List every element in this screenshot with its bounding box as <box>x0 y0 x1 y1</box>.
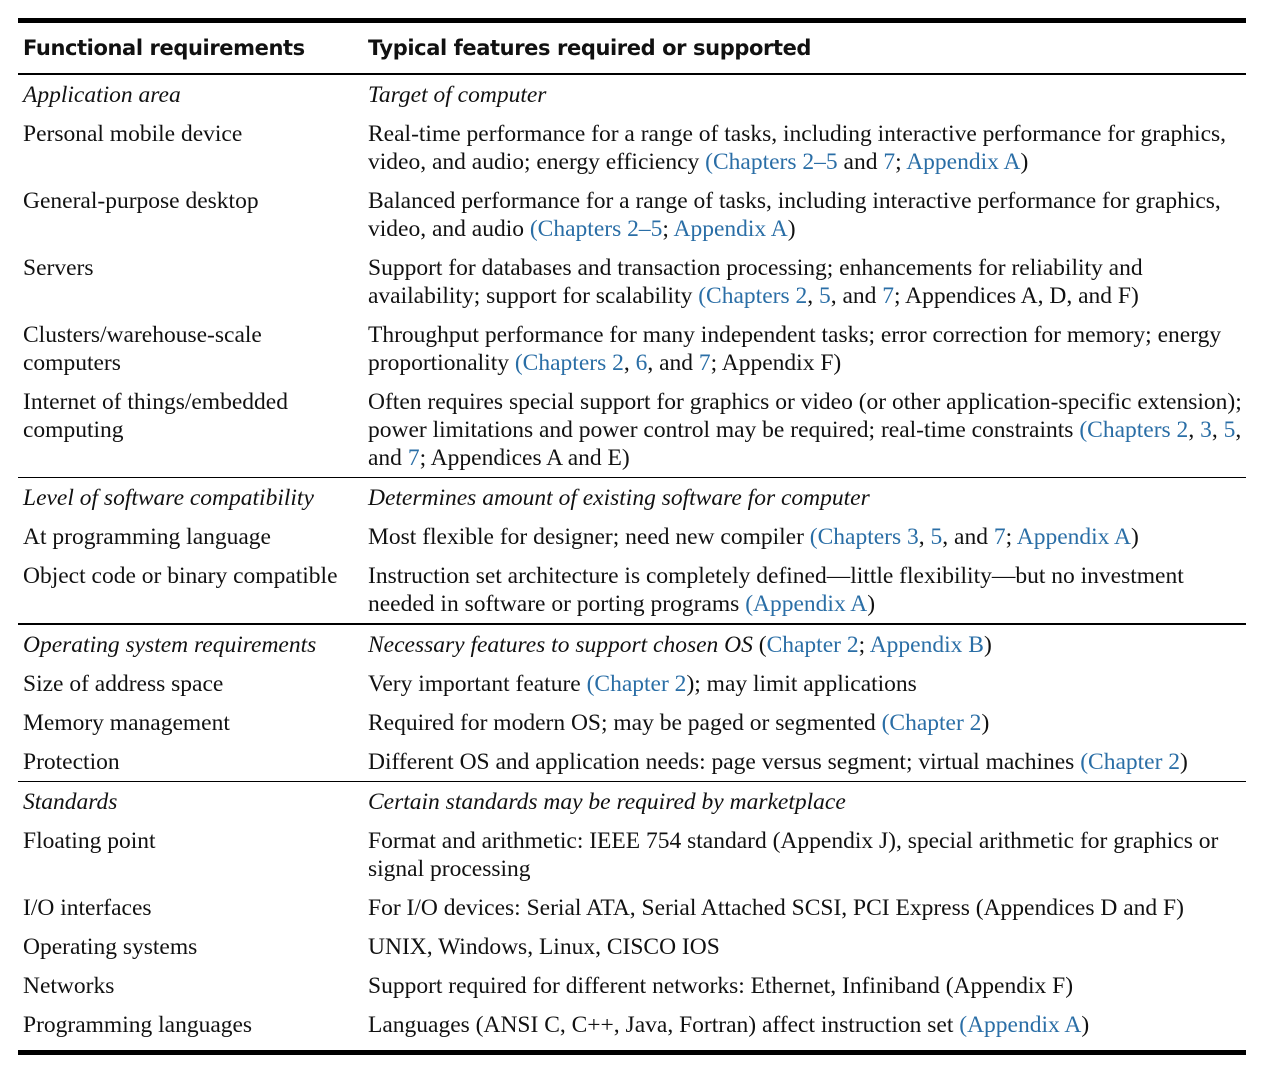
cross-reference-link[interactable]: Appendix A <box>906 148 1021 175</box>
section-title: Operating system requirements <box>23 631 317 658</box>
section-header-row <box>18 478 1246 517</box>
table-row <box>18 821 1246 888</box>
cross-reference-link[interactable]: (Chapters 2–5 <box>705 148 838 175</box>
text-segment: Target of computer <box>368 81 547 108</box>
text-segment: and <box>837 148 884 175</box>
text-segment: ; Appendix F) <box>710 349 842 376</box>
text-segment: ) <box>867 591 876 617</box>
feature-cell <box>368 703 1246 742</box>
table-row <box>18 556 1246 623</box>
requirements-table <box>18 18 1246 1055</box>
text-segment: , and <box>830 282 883 309</box>
feature-cell <box>368 114 1246 181</box>
feature-cell <box>368 248 1246 315</box>
cross-reference-link[interactable]: Appendix A <box>673 215 788 242</box>
cross-reference-link[interactable]: 7 <box>993 524 1006 550</box>
header-typical-features: Typical features required or supported <box>368 36 812 60</box>
table-row <box>18 181 1246 248</box>
cross-reference-link[interactable]: (Chapters 2 <box>514 349 624 376</box>
cross-reference-link[interactable]: 5 <box>1223 416 1236 443</box>
section-title: Level of software compatibility <box>23 485 314 511</box>
table-row <box>18 517 1246 556</box>
table-header <box>18 23 1246 73</box>
text-segment: Often requires special support for graphics or video (or other application-specific extension); power limitations and power control may be required; real-time constraints <box>368 388 1242 443</box>
text-segment: Most flexible for designer; need new compiler <box>368 524 810 550</box>
cross-reference-link[interactable]: (Appendix A <box>959 1012 1082 1038</box>
feature-cell <box>368 315 1246 382</box>
text-segment: Very important feature <box>368 670 587 697</box>
requirement-cell: Memory management <box>23 709 230 736</box>
section-subtitle <box>368 75 1246 114</box>
requirement-cell: Operating systems <box>23 934 198 960</box>
table-row <box>18 248 1246 315</box>
text-segment: ) <box>981 709 990 736</box>
cross-reference-link[interactable]: 7 <box>698 349 711 376</box>
table-row <box>18 966 1246 1005</box>
feature-cell <box>368 821 1246 888</box>
text-segment: , and <box>647 349 699 376</box>
cross-reference-link[interactable]: (Chapter 2 <box>1080 748 1181 775</box>
feature-cell <box>368 888 1246 927</box>
table-row <box>18 664 1246 703</box>
requirement-cell: Protection <box>23 748 120 775</box>
feature-cell <box>368 382 1246 477</box>
table-row <box>18 927 1246 966</box>
text-segment: ); may limit applications <box>686 670 917 697</box>
table-row <box>18 315 1246 382</box>
text-segment: Balanced performance for a range of tasks, including interactive performance for graphics, video, and audio <box>368 187 1221 242</box>
text-segment: Support for databases and transaction processing; enhancements for reliability and availability; support for scalability <box>368 254 1143 309</box>
requirement-cell: Size of address space <box>23 670 224 697</box>
bottom-rule <box>18 1050 1246 1055</box>
section-header-row <box>18 782 1246 821</box>
section-title: Standards <box>23 789 118 815</box>
table-row <box>18 114 1246 181</box>
text-segment: Required for modern OS; may be paged or segmented <box>368 709 882 736</box>
text-segment: Determines amount of existing software for computer <box>368 485 870 511</box>
text-segment: ) <box>1130 524 1139 550</box>
feature-cell <box>368 181 1246 248</box>
section-subtitle <box>368 625 1246 664</box>
cross-reference-link[interactable]: 7 <box>883 148 896 175</box>
feature-cell <box>368 1005 1246 1044</box>
text-segment: ) <box>787 215 796 242</box>
text-segment: , <box>807 282 819 309</box>
section-subtitle <box>368 782 1246 821</box>
requirement-cell: I/O interfaces <box>23 895 152 921</box>
cross-reference-link[interactable]: (Chapter 2 <box>586 670 687 697</box>
text-segment: , <box>918 524 931 550</box>
requirement-cell: Personal mobile device <box>23 120 243 147</box>
text-segment: ; Appendices A and E) <box>419 444 630 471</box>
text-segment: Certain standards may be required by marketplace <box>368 789 846 815</box>
feature-cell <box>368 556 1246 623</box>
cross-reference-link[interactable]: (Chapters 2 <box>698 282 808 309</box>
requirement-cell: General-purpose desktop <box>23 187 259 214</box>
feature-cell <box>368 517 1246 556</box>
requirement-cell: Networks <box>23 973 115 999</box>
cross-reference-link[interactable]: 5 <box>818 282 831 309</box>
text-segment: For I/O devices: Serial ATA, Serial Attached SCSI, PCI Express (Appendices D and F) <box>368 895 1184 921</box>
text-segment: ) <box>1180 748 1188 775</box>
cross-reference-link[interactable]: (Chapter 2 <box>881 709 982 736</box>
text-segment: ; <box>662 215 674 242</box>
requirement-cell: Servers <box>23 254 94 281</box>
cross-reference-link[interactable]: 3 <box>1200 416 1212 443</box>
text-segment: Different OS and application needs: page versus segment; virtual machines <box>368 748 1081 775</box>
cross-reference-link[interactable]: Chapter 2 <box>766 631 859 658</box>
text-segment: Languages (ANSI C, C++, Java, Fortran) affect instruction set <box>368 1012 960 1038</box>
section-header-row <box>18 75 1246 114</box>
feature-cell <box>368 742 1246 781</box>
header-functional-requirements: Functional requirements <box>23 36 305 60</box>
text-segment: Format and arithmetic: IEEE 754 standard (Appendix J), special arithmetic for graphics or signal processing <box>368 828 1219 882</box>
text-segment: ; <box>895 148 907 175</box>
text-segment: , <box>623 349 636 376</box>
cross-reference-link[interactable]: 7 <box>882 282 895 309</box>
table-row <box>18 1005 1246 1044</box>
cross-reference-link[interactable]: 6 <box>635 349 648 376</box>
section-subtitle <box>368 478 1246 517</box>
text-segment: , <box>1211 416 1224 443</box>
text-segment: , and <box>368 416 1242 471</box>
cross-reference-link[interactable]: (Chapters 2–5 <box>529 215 663 242</box>
text-segment: Necessary features to support chosen OS <box>368 631 753 658</box>
requirement-cell: At programming language <box>23 524 271 550</box>
text-segment: Instruction set architecture is completely defined—little flexibility—but no investment needed in software or porting programs <box>368 563 1184 617</box>
requirement-cell: Programming languages <box>23 1012 253 1038</box>
text-segment: ) <box>1020 148 1029 175</box>
section-header-row <box>18 625 1246 664</box>
text-segment: Real-time performance for a range of tasks, including interactive performance for graphics, video, and audio; energy efficiency <box>368 120 1227 175</box>
cross-reference-link[interactable]: (Chapters 2 <box>1079 416 1189 443</box>
text-segment: Throughput performance for many independent tasks; error correction for memory; energy proportionality <box>368 321 1222 376</box>
text-segment: ; <box>858 631 870 658</box>
table-body <box>18 75 1246 1045</box>
feature-cell <box>368 664 1246 703</box>
cross-reference-link[interactable]: 7 <box>407 444 420 471</box>
cross-reference-link[interactable]: 5 <box>930 524 943 550</box>
feature-cell <box>368 966 1246 1005</box>
table-row <box>18 382 1246 477</box>
feature-cell <box>368 927 1246 966</box>
text-segment: , and <box>942 524 994 550</box>
table-row <box>18 888 1246 927</box>
requirement-cell: Clusters/warehouse-scale computers <box>23 321 262 376</box>
text-segment: ) <box>983 631 992 658</box>
cross-reference-link[interactable]: (Chapters 3 <box>809 524 919 550</box>
section-title: Application area <box>23 81 181 108</box>
cross-reference-link[interactable]: (Appendix A <box>745 591 868 617</box>
requirement-cell: Internet of things/embedded computing <box>23 388 288 443</box>
table-row <box>18 742 1246 781</box>
table-row <box>18 703 1246 742</box>
cross-reference-link[interactable]: Appendix B <box>869 631 984 658</box>
requirement-cell: Floating point <box>23 828 156 854</box>
cross-reference-link[interactable]: Appendix A <box>1016 524 1131 550</box>
requirement-cell: Object code or binary compatible <box>23 563 338 589</box>
text-segment: Support required for different networks: Ethernet, Infiniband (Appendix F) <box>368 973 1074 999</box>
text-segment: UNIX, Windows, Linux, CISCO IOS <box>368 934 720 960</box>
text-segment: ( <box>752 631 767 658</box>
text-segment: , <box>1188 416 1201 443</box>
text-segment: ; Appendices A, D, and F) <box>894 282 1139 309</box>
text-segment: ; <box>1005 524 1017 550</box>
text-segment: ) <box>1081 1012 1090 1038</box>
